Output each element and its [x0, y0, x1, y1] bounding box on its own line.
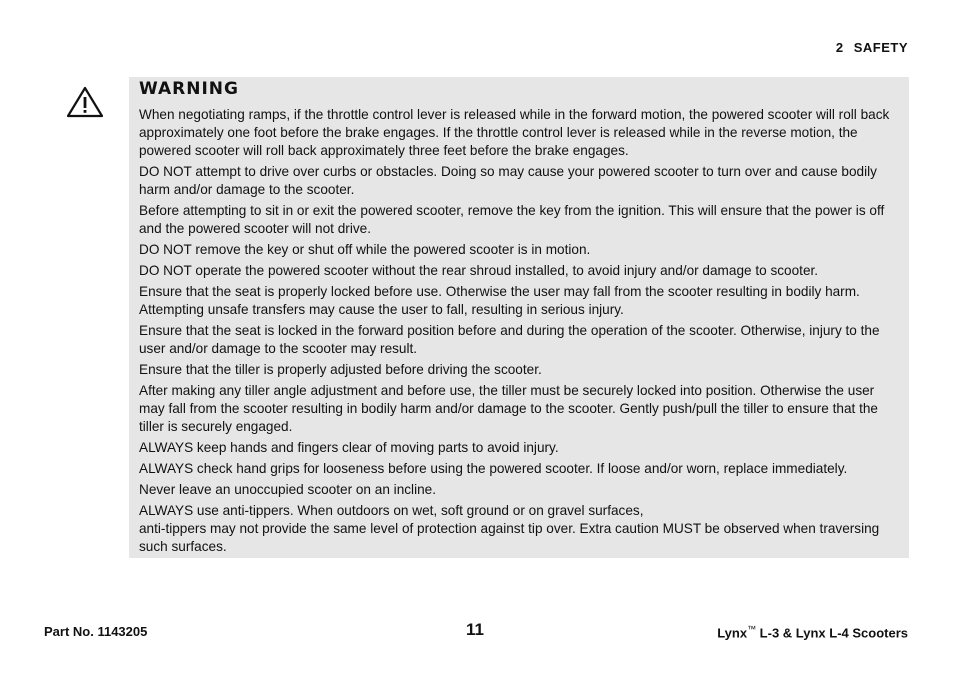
warning-paragraph: ALWAYS check hand grips for looseness before using the powered scooter. If loose and/or worn, replace immediately. [139, 461, 848, 476]
footer-product-name [717, 624, 908, 640]
warning-triangle-icon [66, 86, 104, 118]
footer-part-number: Part No. 1143205 [44, 624, 148, 639]
warning-paragraph: Ensure that the seat is properly locked before use. Otherwise the user may fall from the scooter resulting in bodily harm. Attempting unsafe transfers may cause the user to fall, resulting in serious injury. [139, 284, 860, 317]
warning-paragraph: Ensure that the tiller is properly adjusted before driving the scooter. [139, 362, 542, 377]
warning-paragraph: After making any tiller angle adjustment and before use, the tiller must be securely locked into position. Otherwise the user may fall from the scooter resulting in bodily harm and/or damage to the scooter. Gently push/pull the tiller to ensure that the tiller is securely engaged. [139, 383, 878, 434]
warning-paragraph: Before attempting to sit in or exit the powered scooter, remove the key from the ignition. This will ensure that the power is off and the powered scooter will not drive. [139, 203, 885, 236]
warning-paragraph: Ensure that the seat is locked in the forward position before and during the operation of the scooter. Otherwise, injury to the user and/or damage to the scooter may result. [139, 323, 880, 356]
warning-paragraph: DO NOT remove the key or shut off while the powered scooter is in motion. [139, 242, 591, 257]
warning-paragraph: ALWAYS keep hands and fingers clear of moving parts to avoid injury. [139, 440, 559, 455]
warning-paragraph: When negotiating ramps, if the throttle control lever is released while in the forward motion, the powered scooter will roll back approximately one foot before the brake engages. If the throttle control lever is released while in the reverse motion, the powered scooter will roll back approximately three feet before the brake engages. [139, 107, 890, 158]
footer-page-number: 11 [466, 620, 484, 639]
section-header [830, 40, 908, 55]
warning-title: WARNING [139, 79, 239, 99]
product-brand: Lynx [717, 625, 748, 641]
warning-paragraph: DO NOT operate the powered scooter without the rear shroud installed, to avoid injury and/or damage to scooter. [139, 263, 819, 278]
warning-paragraph: DO NOT attempt to drive over curbs or obstacles. Doing so may cause your powered scooter to turn over and cause bodily harm and/or damage to the scooter. [139, 164, 877, 197]
trademark-symbol: ™ [747, 624, 757, 634]
section-title: SAFETY [853, 40, 908, 55]
warning-box [129, 77, 909, 558]
warning-paragraphs [139, 106, 897, 556]
warning-paragraph: ALWAYS use anti-tippers. When outdoors on wet, soft ground or on gravel surfaces, anti-tippers may not provide the same level of protection against tip over. Extra caution MUST be observed when traversing such surfaces. [139, 503, 880, 554]
warning-paragraph: Never leave an unoccupied scooter on an incline. [139, 482, 436, 497]
section-number: 2 [835, 40, 844, 55]
product-models: L-3 & Lynx L-4 Scooters [756, 625, 908, 641]
